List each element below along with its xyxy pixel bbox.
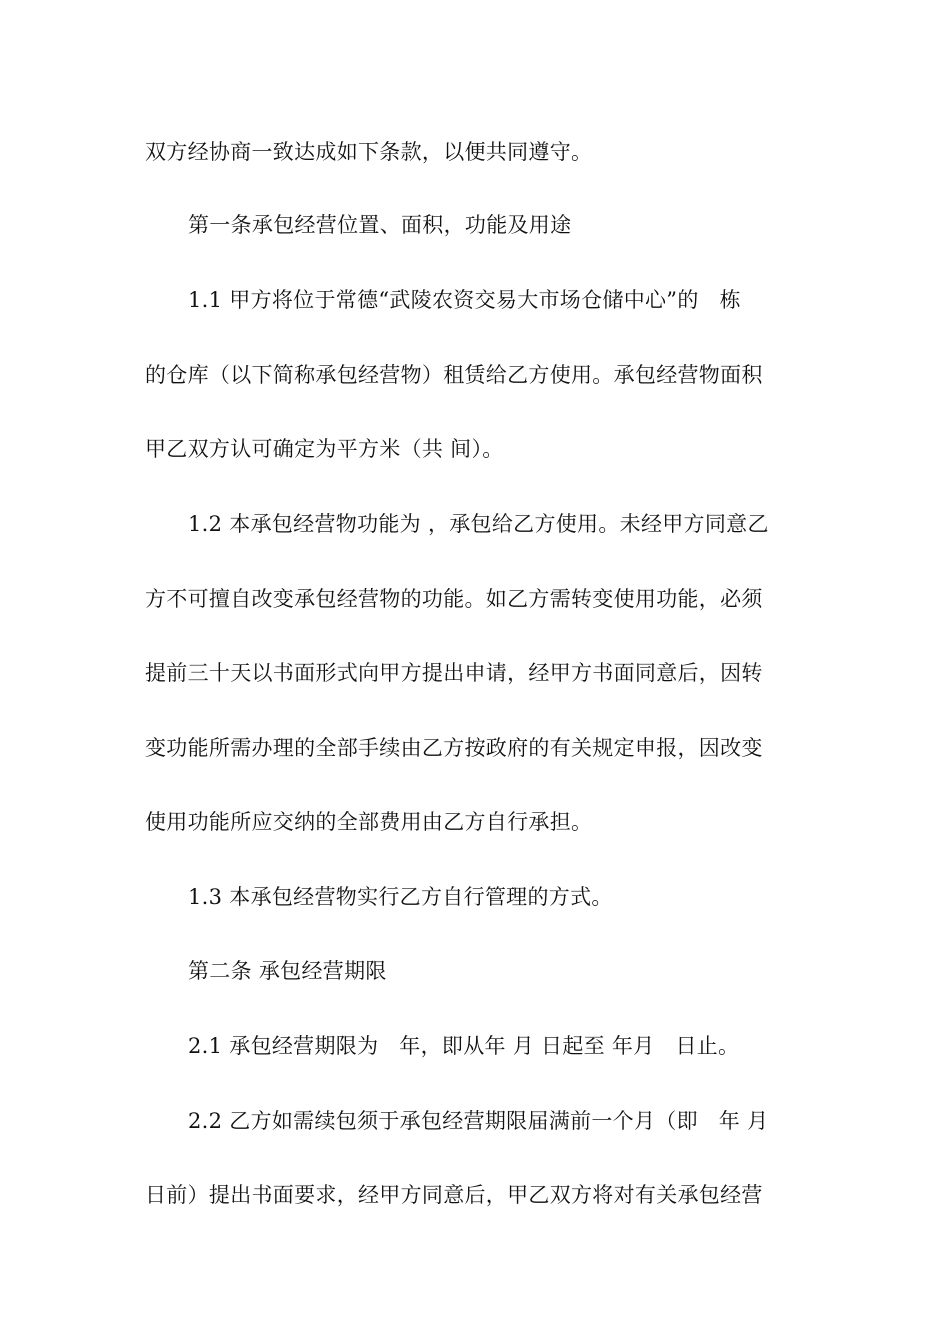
text-line-9: 变功能所需办理的全部手续由乙方按政府的有关规定申报，因改变 xyxy=(145,736,763,760)
section-heading-1: 第一条承包经营位置、面积，功能及用途 xyxy=(188,213,572,237)
text-line-8: 提前三十天以书面形式向甲方提出申请，经甲方书面同意后，因转 xyxy=(145,661,763,685)
text-line-15: 日前）提出书面要求，经甲方同意后，甲乙双方将对有关承包经营 xyxy=(145,1183,763,1207)
text-line-10: 使用功能所应交纳的全部费用由乙方自行承担。 xyxy=(145,810,593,834)
section-heading-2: 第二条 承包经营期限 xyxy=(188,959,387,983)
text-line-6: 1.2 本承包经营物功能为 ，承包给乙方使用。未经甲方同意乙 xyxy=(188,512,769,536)
text-line-5: 甲乙双方认可确定为平方米（共 间）。 xyxy=(145,437,504,461)
text-line-1: 双方经协商一致达成如下条款，以便共同遵守。 xyxy=(145,140,593,164)
text-line-7: 方不可擅自改变承包经营物的功能。如乙方需转变使用功能，必须 xyxy=(145,587,763,611)
text-line-3: 1.1 甲方将位于常德“武陵农资交易大市场仓储中心”的 栋 xyxy=(188,288,741,312)
text-line-11: 1.3 本承包经营物实行乙方自行管理的方式。 xyxy=(188,885,613,909)
text-line-13: 2.1 承包经营期限为 年，即从年 月 日起至 年月 日止。 xyxy=(188,1034,740,1058)
text-line-4: 的仓库（以下简称承包经营物）租赁给乙方使用。承包经营物面积 xyxy=(145,363,763,387)
text-line-14: 2.2 乙方如需续包须于承包经营期限届满前一个月（即 年 月 xyxy=(188,1109,769,1133)
